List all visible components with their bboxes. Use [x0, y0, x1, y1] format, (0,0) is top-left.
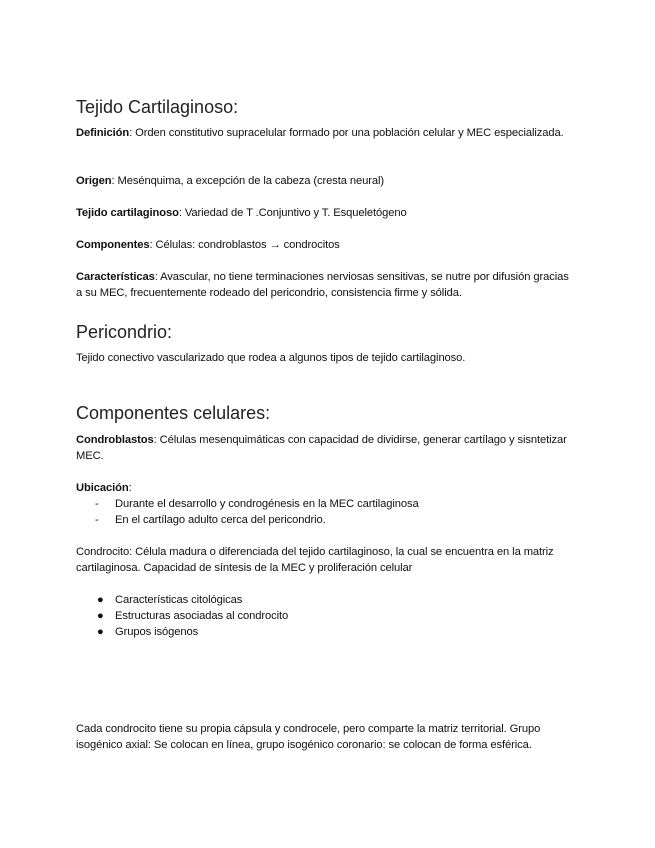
ubicacion-colon: : [128, 482, 132, 494]
text-tejido-cartilaginoso: : Variedad de T .Conjuntivo y T. Esqueletógeno [178, 207, 407, 219]
paragraph-caracteristicas [76, 269, 576, 301]
dash-marker: - [95, 514, 99, 526]
heading-tejido-cartilaginoso: Tejido Cartilaginoso: [76, 97, 239, 117]
text-origen: : Mesénquima, a excepción de la cabeza (cresta neural) [111, 175, 385, 187]
paragraph-grupos-isogenos: Cada condrocito tiene su propia cápsula y condrocele, pero comparte la matriz territorial. Grupo isogénico axial: Se colocan en línea, grupo isogénico coronario: se colocan de forma esférica. [76, 723, 541, 751]
heading-componentes-celulares: Componentes celulares: [76, 403, 271, 423]
paragraph-tejido-cartilaginoso [76, 205, 576, 221]
paragraph-ubicacion [76, 480, 576, 496]
paragraph-pericondrio: Tejido conectivo vascularizado que rodea a algunos tipos de tejido cartilaginoso. [76, 352, 466, 364]
bullet-item: Estructuras asociadas al condrocito [115, 610, 289, 622]
label-componentes: Componentes [76, 239, 150, 251]
paragraph-componentes [76, 237, 576, 253]
label-tejido-cartilaginoso: Tejido cartilaginoso [76, 207, 179, 219]
label-caracteristicas: Características [76, 271, 155, 283]
text-condroblastos: : Células mesenquimáticas con capacidad de dividirse, generar cartílago y sisntetizar MEC. [76, 434, 567, 462]
ubicacion-item: En el cartílago adulto cerca del pericondrio. [115, 514, 326, 526]
bullet-item: Grupos isógenos [115, 626, 199, 638]
paragraph-definicion [76, 125, 576, 141]
text-componentes: : Células: condroblastos → condrocitos [149, 239, 340, 251]
heading-pericondrio: Pericondrio: [76, 322, 173, 342]
paragraph-condrocito: Condrocito: Célula madura o diferenciada del tejido cartilaginoso, la cual se encuentra en la matriz cartilaginosa. Capacidad de síntesis de la MEC y proliferación celular [76, 546, 554, 574]
bullet-marker: ● [97, 594, 104, 606]
label-origen: Origen [76, 175, 112, 187]
dash-marker: - [95, 498, 99, 510]
text-caracteristicas: : Avascular, no tiene terminaciones nerviosas sensitivas, se nutre por difusión gracias a su MEC, frecuentemente rodeado del pericondrio, consistencia firme y sólida. [76, 271, 569, 299]
label-ubicacion: Ubicación [76, 482, 129, 494]
paragraph-condroblastos [76, 432, 576, 464]
ubicacion-item: Durante el desarrollo y condrogénesis en la MEC cartilaginosa [115, 498, 419, 510]
label-condroblastos: Condroblastos [76, 434, 154, 446]
bullet-marker: ● [97, 610, 104, 622]
bullet-marker: ● [97, 626, 104, 638]
label-definicion: Definición [76, 127, 130, 139]
text-definicion: : Orden constitutivo supracelular formado por una población celular y MEC especializada. [129, 127, 564, 139]
bullet-item: Características citológicas [115, 594, 243, 606]
paragraph-origen [76, 173, 576, 189]
